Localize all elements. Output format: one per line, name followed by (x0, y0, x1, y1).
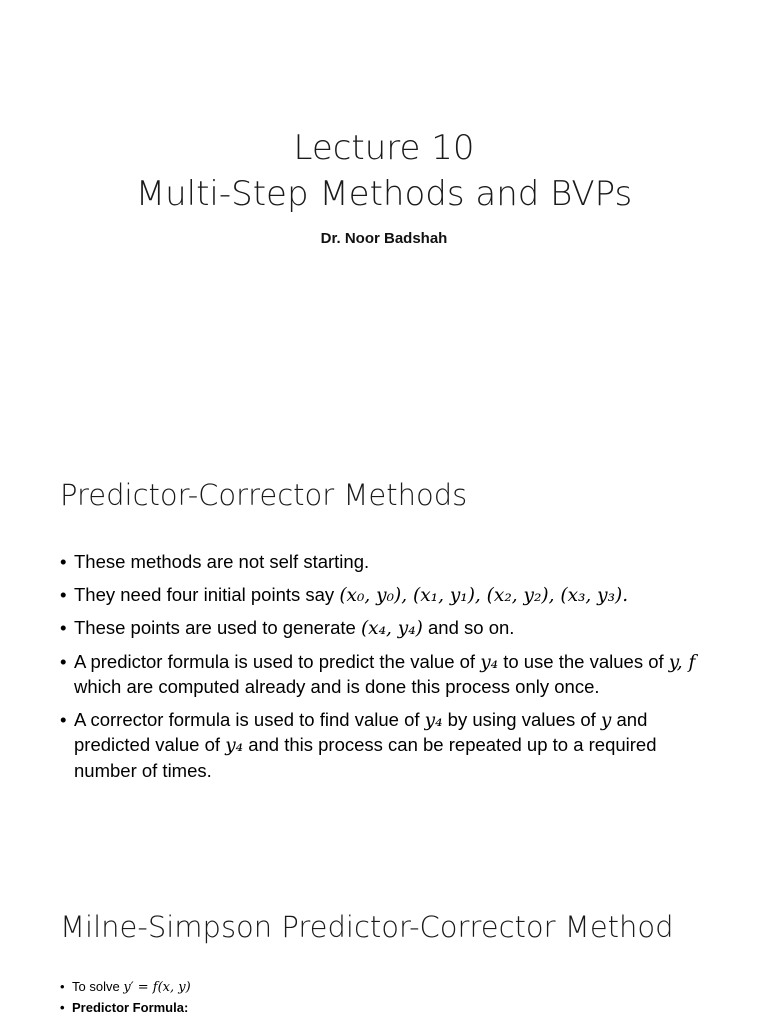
title-line-2: Multi-Step Methods and BVPs (135, 174, 633, 214)
math-expression: (x₄, y₄) (360, 618, 423, 639)
bullet-item: • They need four initial points say (x₀, y₀), (x₁, y₁), (x₂, y₂), (x₃, y₃). (60, 583, 710, 609)
title-slide (0, 0, 768, 440)
math-expression: y₄ (480, 651, 499, 673)
math-expression: y₄ (225, 735, 244, 756)
slide-heading: Milne-Simpson Predictor-Corrector Method (60, 910, 674, 944)
math-expression: y′ = f(x, y) (123, 980, 191, 995)
math-expression: y₄ (424, 709, 443, 731)
milne-simpson-slide (0, 860, 768, 1024)
bullet-item: • These methods are not self starting. (60, 550, 710, 575)
math-expression: y (600, 709, 612, 731)
math-expression: y, f (668, 651, 696, 673)
predictor-corrector-slide (0, 440, 768, 860)
lecture-title (0, 125, 768, 217)
bullet-item: • These points are used to generate (x₄, y₄) and so on. (60, 616, 710, 642)
title-line-1: Lecture 10 (293, 128, 475, 168)
bullet-list (60, 977, 660, 1018)
bullet-item: • Predictor Formula: (60, 998, 660, 1018)
bullet-item: • A corrector formula is used to find value of y₄ by using values of y and predicted value of y₄ and this process can be repeated up to a required number of times. (60, 708, 710, 784)
math-expression: (x₀, y₀), (x₁, y₁), (x₂, y₂), (x₃, y₃). (339, 584, 629, 606)
slide-heading: Predictor-Corrector Methods (60, 478, 468, 512)
author-name: Dr. Noor Badshah (320, 230, 448, 247)
bullet-list (60, 550, 710, 791)
bullet-item: • A predictor formula is used to predict the value of y₄ to use the values of y, f which are computed already and is done this process only once. (60, 650, 710, 700)
bullet-item: • To solve y′ = f(x, y) (60, 977, 660, 998)
